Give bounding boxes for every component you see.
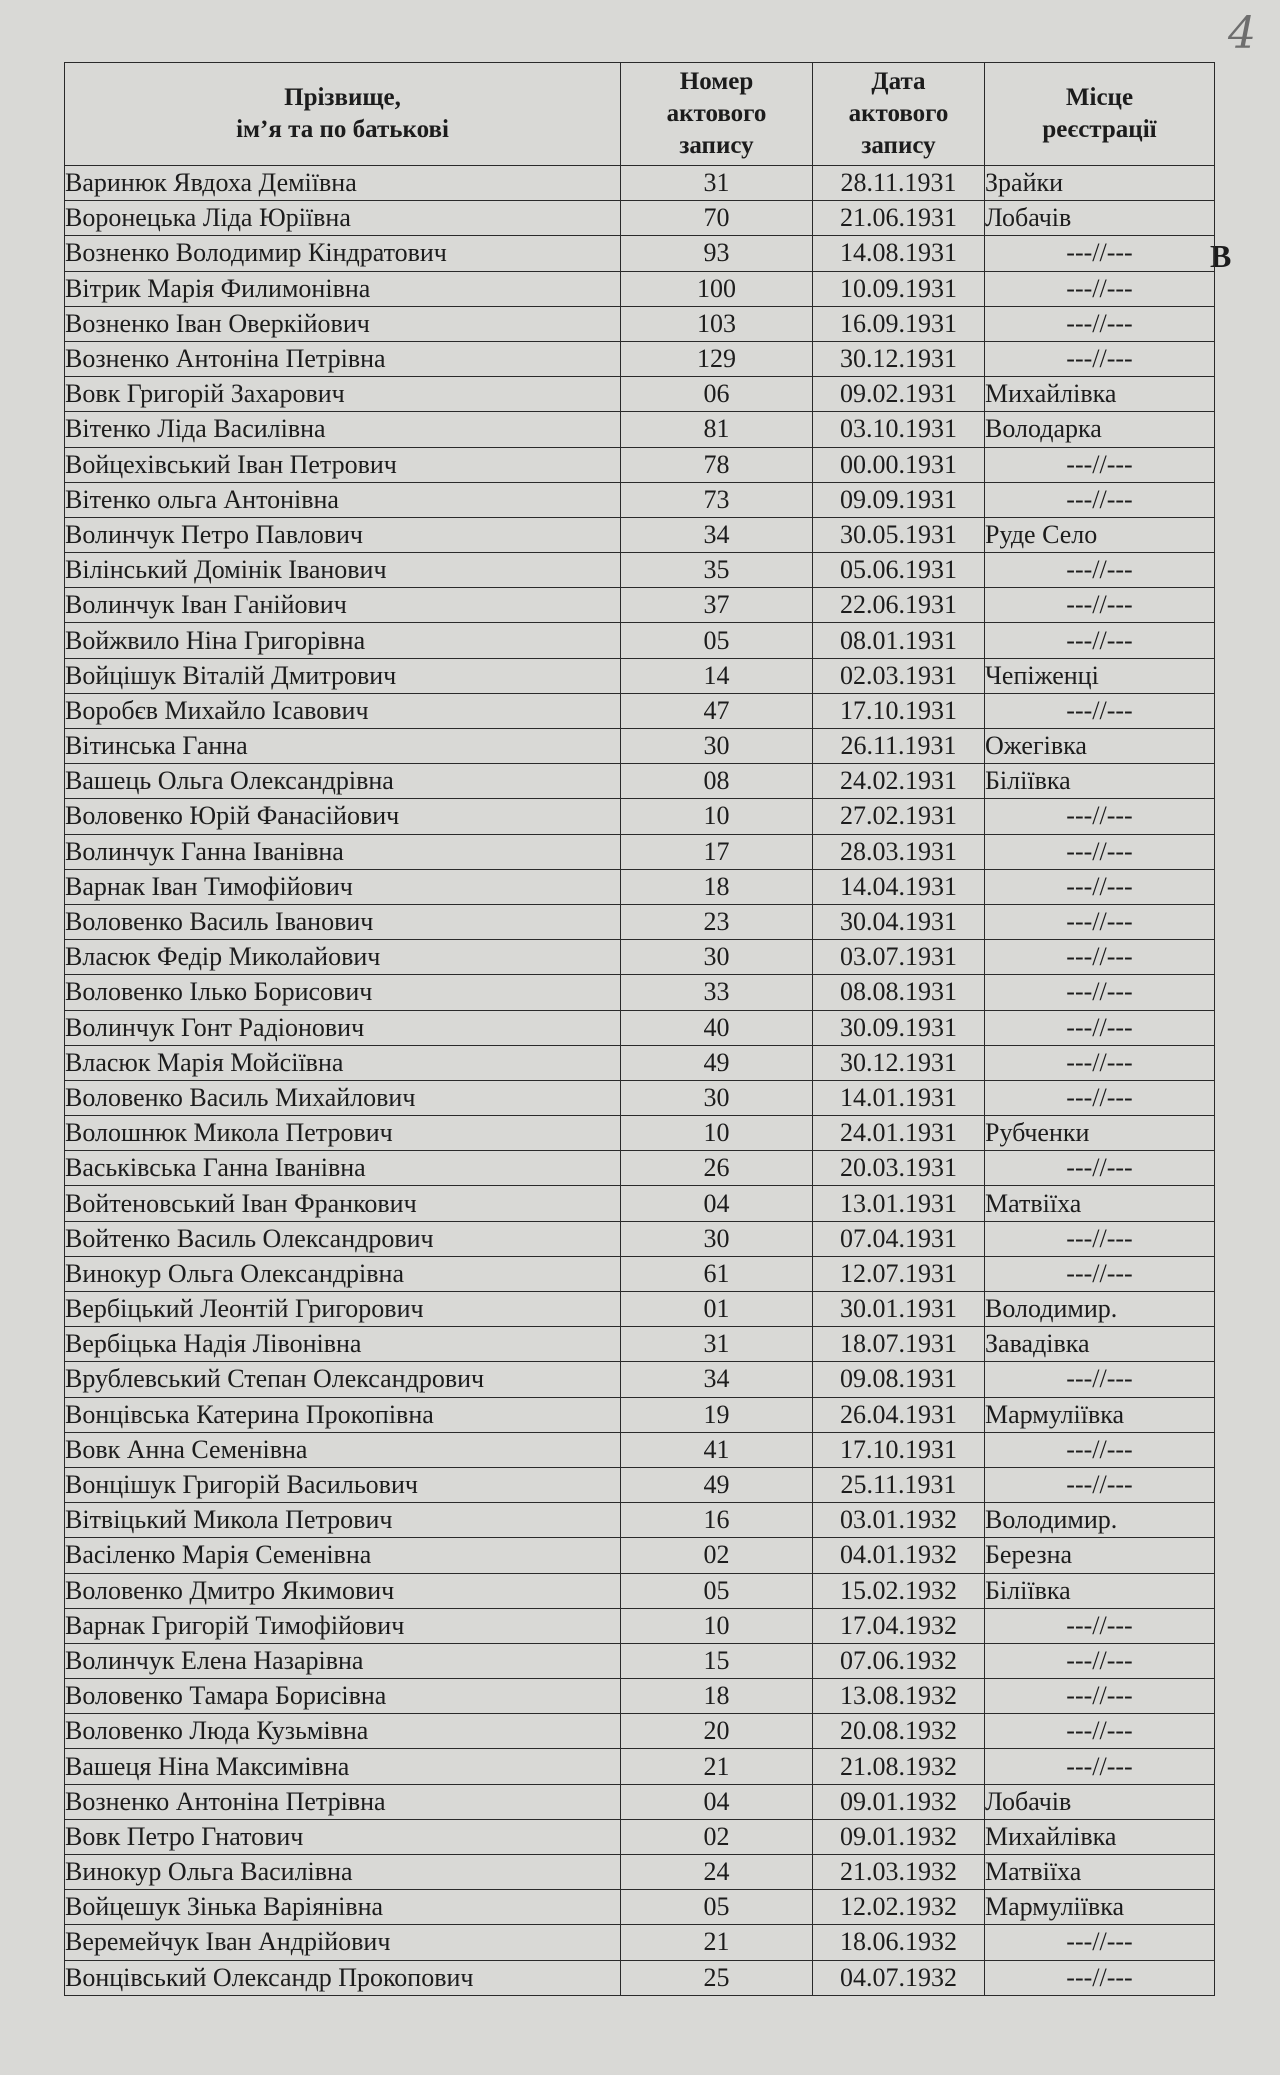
- name-cell: Вітрик Марія Филимонівна: [65, 271, 621, 306]
- name-cell: Вербіцька Надія Лівонівна: [65, 1327, 621, 1362]
- record-number-cell: 05: [621, 1890, 813, 1925]
- name-cell: Варинюк Явдоха Деміївна: [65, 166, 621, 201]
- table-row: [65, 1080, 1215, 1115]
- table-row: [65, 1714, 1215, 1749]
- table-row: [65, 729, 1215, 764]
- record-date-cell: 21.03.1932: [813, 1855, 985, 1890]
- record-date-cell: 04.01.1932: [813, 1538, 985, 1573]
- registration-place-cell: Біліївка: [985, 1573, 1215, 1608]
- record-number-cell: 02: [621, 1538, 813, 1573]
- record-number-cell: 47: [621, 693, 813, 728]
- table-row: [65, 764, 1215, 799]
- name-cell: Войжвило Ніна Григорівна: [65, 623, 621, 658]
- registration-place-cell: Рубченки: [985, 1116, 1215, 1151]
- record-date-cell: 17.10.1931: [813, 693, 985, 728]
- record-number-cell: 04: [621, 1186, 813, 1221]
- record-date-cell: 09.01.1932: [813, 1819, 985, 1854]
- registration-place-cell: Мармуліївка: [985, 1890, 1215, 1925]
- record-date-cell: 26.11.1931: [813, 729, 985, 764]
- table-row: [65, 693, 1215, 728]
- record-number-cell: 35: [621, 553, 813, 588]
- name-cell: Винокур Ольга Василівна: [65, 1855, 621, 1890]
- record-date-cell: 09.02.1931: [813, 377, 985, 412]
- name-cell: Вонцішук Григорій Васильович: [65, 1467, 621, 1502]
- registration-place-cell: ---//---: [985, 1045, 1215, 1080]
- table-row: [65, 834, 1215, 869]
- record-date-cell: 08.01.1931: [813, 623, 985, 658]
- record-date-cell: 03.07.1931: [813, 940, 985, 975]
- record-number-cell: 34: [621, 517, 813, 552]
- record-date-cell: 25.11.1931: [813, 1467, 985, 1502]
- record-number-cell: 31: [621, 166, 813, 201]
- record-date-cell: 13.01.1931: [813, 1186, 985, 1221]
- table-row: [65, 799, 1215, 834]
- registration-place-cell: Ожегівка: [985, 729, 1215, 764]
- table-row: [65, 1432, 1215, 1467]
- record-number-cell: 30: [621, 729, 813, 764]
- table-row: [65, 1608, 1215, 1643]
- name-cell: Войцехівський Іван Петрович: [65, 447, 621, 482]
- table-row: [65, 1855, 1215, 1890]
- record-number-cell: 31: [621, 1327, 813, 1362]
- registration-place-cell: Михайлівка: [985, 377, 1215, 412]
- name-cell: Воловенко Василь Іванович: [65, 904, 621, 939]
- name-cell: Вітенко ольга Антонівна: [65, 482, 621, 517]
- table-row: [65, 377, 1215, 412]
- registration-place-cell: Володарка: [985, 412, 1215, 447]
- record-date-cell: 04.07.1932: [813, 1960, 985, 1995]
- record-date-cell: 03.01.1932: [813, 1503, 985, 1538]
- record-number-cell: 01: [621, 1292, 813, 1327]
- table-row: [65, 623, 1215, 658]
- registration-place-cell: ---//---: [985, 1608, 1215, 1643]
- record-date-cell: 18.07.1931: [813, 1327, 985, 1362]
- record-date-cell: 12.07.1931: [813, 1256, 985, 1291]
- record-date-cell: 26.04.1931: [813, 1397, 985, 1432]
- record-date-cell: 15.02.1932: [813, 1573, 985, 1608]
- registration-place-cell: Руде Село: [985, 517, 1215, 552]
- record-date-cell: 30.12.1931: [813, 341, 985, 376]
- table-row: [65, 1256, 1215, 1291]
- table-row: [65, 236, 1215, 271]
- name-cell: Вовк Григорій Захарович: [65, 377, 621, 412]
- name-cell: Войтенко Василь Олександрович: [65, 1221, 621, 1256]
- name-cell: Веремейчук Іван Андрійович: [65, 1925, 621, 1960]
- name-cell: Войцішук Віталій Дмитрович: [65, 658, 621, 693]
- record-number-cell: 10: [621, 1608, 813, 1643]
- registration-place-cell: ---//---: [985, 482, 1215, 517]
- record-date-cell: 07.04.1931: [813, 1221, 985, 1256]
- record-date-cell: 17.10.1931: [813, 1432, 985, 1467]
- table-row: [65, 553, 1215, 588]
- record-date-cell: 10.09.1931: [813, 271, 985, 306]
- header-row: [65, 63, 1215, 166]
- registration-place-cell: ---//---: [985, 1256, 1215, 1291]
- registration-place-cell: Біліївка: [985, 764, 1215, 799]
- record-number-cell: 30: [621, 1221, 813, 1256]
- record-number-cell: 100: [621, 271, 813, 306]
- name-cell: Васіленко Марія Семенівна: [65, 1538, 621, 1573]
- name-cell: Варнак Григорій Тимофійович: [65, 1608, 621, 1643]
- name-cell: Вовк Анна Семенівна: [65, 1432, 621, 1467]
- name-cell: Волинчук Іван Ганійович: [65, 588, 621, 623]
- name-cell: Воробєв Михайло Ісавович: [65, 693, 621, 728]
- record-number-cell: 78: [621, 447, 813, 482]
- registration-place-cell: ---//---: [985, 588, 1215, 623]
- registration-place-cell: ---//---: [985, 904, 1215, 939]
- record-date-cell: 24.02.1931: [813, 764, 985, 799]
- registration-place-cell: ---//---: [985, 306, 1215, 341]
- name-cell: Винокур Ольга Олександрівна: [65, 1256, 621, 1291]
- name-cell: Вонцівська Катерина Прокопівна: [65, 1397, 621, 1432]
- record-date-cell: 02.03.1931: [813, 658, 985, 693]
- registration-place-cell: Матвіїха: [985, 1855, 1215, 1890]
- header-record-date: Дата актового запису: [813, 63, 985, 166]
- record-number-cell: 04: [621, 1784, 813, 1819]
- record-date-cell: 03.10.1931: [813, 412, 985, 447]
- record-date-cell: 00.00.1931: [813, 447, 985, 482]
- record-date-cell: 12.02.1932: [813, 1890, 985, 1925]
- registration-place-cell: ---//---: [985, 1151, 1215, 1186]
- index-letter: В: [1210, 238, 1232, 274]
- record-number-cell: 81: [621, 412, 813, 447]
- table-row: [65, 1327, 1215, 1362]
- table-row: [65, 1819, 1215, 1854]
- name-cell: Воронецька Ліда Юріївна: [65, 201, 621, 236]
- record-number-cell: 08: [621, 764, 813, 799]
- table-row: [65, 341, 1215, 376]
- record-number-cell: 37: [621, 588, 813, 623]
- registration-place-cell: ---//---: [985, 1432, 1215, 1467]
- name-cell: Воловенко Тамара Борисівна: [65, 1679, 621, 1714]
- table-row: [65, 1573, 1215, 1608]
- name-cell: Вілінський Домінік Іванович: [65, 553, 621, 588]
- registration-place-cell: Зрайки: [985, 166, 1215, 201]
- registry-table: [64, 62, 1215, 1996]
- table-header: [65, 63, 1215, 166]
- registration-place-cell: ---//---: [985, 1643, 1215, 1678]
- record-date-cell: 30.01.1931: [813, 1292, 985, 1327]
- record-date-cell: 14.08.1931: [813, 236, 985, 271]
- name-cell: Вашеця Ніна Максимівна: [65, 1749, 621, 1784]
- table-row: [65, 1397, 1215, 1432]
- table-row: [65, 1925, 1215, 1960]
- name-cell: Вонцівський Олександр Прокопович: [65, 1960, 621, 1995]
- table-row: [65, 1010, 1215, 1045]
- record-number-cell: 16: [621, 1503, 813, 1538]
- table-row: [65, 1362, 1215, 1397]
- registration-place-cell: Володимир.: [985, 1292, 1215, 1327]
- record-date-cell: 09.01.1932: [813, 1784, 985, 1819]
- registration-place-cell: ---//---: [985, 799, 1215, 834]
- name-cell: Возненко Антоніна Петрівна: [65, 341, 621, 376]
- record-number-cell: 34: [621, 1362, 813, 1397]
- record-number-cell: 49: [621, 1045, 813, 1080]
- record-number-cell: 06: [621, 377, 813, 412]
- registration-place-cell: ---//---: [985, 1925, 1215, 1960]
- record-number-cell: 21: [621, 1925, 813, 1960]
- table-row: [65, 904, 1215, 939]
- record-date-cell: 14.01.1931: [813, 1080, 985, 1115]
- registration-place-cell: ---//---: [985, 1080, 1215, 1115]
- name-cell: Власюк Марія Мойсіївна: [65, 1045, 621, 1080]
- record-date-cell: 18.06.1932: [813, 1925, 985, 1960]
- record-date-cell: 30.09.1931: [813, 1010, 985, 1045]
- table-row: [65, 1960, 1215, 1995]
- table-row: [65, 517, 1215, 552]
- registration-place-cell: ---//---: [985, 1362, 1215, 1397]
- table-row: [65, 1503, 1215, 1538]
- record-date-cell: 09.09.1931: [813, 482, 985, 517]
- name-cell: Войцешук Зінька Варіянівна: [65, 1890, 621, 1925]
- table-row: [65, 869, 1215, 904]
- record-number-cell: 73: [621, 482, 813, 517]
- registration-place-cell: ---//---: [985, 447, 1215, 482]
- table-row: [65, 1467, 1215, 1502]
- table-row: [65, 412, 1215, 447]
- table-row: [65, 1186, 1215, 1221]
- page-number-mark: 4: [1228, 8, 1256, 59]
- table-row: [65, 940, 1215, 975]
- name-cell: Вітенко Ліда Василівна: [65, 412, 621, 447]
- record-date-cell: 24.01.1931: [813, 1116, 985, 1151]
- record-number-cell: 61: [621, 1256, 813, 1291]
- name-cell: Возненко Володимир Кіндратович: [65, 236, 621, 271]
- registration-place-cell: ---//---: [985, 1714, 1215, 1749]
- record-number-cell: 23: [621, 904, 813, 939]
- record-date-cell: 09.08.1931: [813, 1362, 985, 1397]
- header-registration-place: Місце реєстрації: [985, 63, 1215, 166]
- record-number-cell: 41: [621, 1432, 813, 1467]
- record-number-cell: 05: [621, 1573, 813, 1608]
- record-number-cell: 40: [621, 1010, 813, 1045]
- registration-place-cell: ---//---: [985, 623, 1215, 658]
- registration-place-cell: Мармуліївка: [985, 1397, 1215, 1432]
- table-row: [65, 447, 1215, 482]
- table-row: [65, 271, 1215, 306]
- name-cell: Варнак Іван Тимофійович: [65, 869, 621, 904]
- name-cell: Васьківська Ганна Іванівна: [65, 1151, 621, 1186]
- record-number-cell: 49: [621, 1467, 813, 1502]
- record-date-cell: 30.05.1931: [813, 517, 985, 552]
- record-number-cell: 05: [621, 623, 813, 658]
- name-cell: Возненко Антоніна Петрівна: [65, 1784, 621, 1819]
- record-date-cell: 21.06.1931: [813, 201, 985, 236]
- record-number-cell: 33: [621, 975, 813, 1010]
- name-cell: Воловенко Ілько Борисович: [65, 975, 621, 1010]
- table-row: [65, 306, 1215, 341]
- registration-place-cell: ---//---: [985, 553, 1215, 588]
- record-number-cell: 18: [621, 1679, 813, 1714]
- record-number-cell: 21: [621, 1749, 813, 1784]
- record-number-cell: 18: [621, 869, 813, 904]
- name-cell: Войтеновський Іван Франкович: [65, 1186, 621, 1221]
- registration-place-cell: ---//---: [985, 236, 1215, 271]
- registration-place-cell: ---//---: [985, 975, 1215, 1010]
- name-cell: Воловенко Люда Кузьмівна: [65, 1714, 621, 1749]
- record-date-cell: 28.03.1931: [813, 834, 985, 869]
- name-cell: Вербіцький Леонтій Григорович: [65, 1292, 621, 1327]
- record-date-cell: 16.09.1931: [813, 306, 985, 341]
- record-number-cell: 103: [621, 306, 813, 341]
- record-number-cell: 17: [621, 834, 813, 869]
- table-row: [65, 1643, 1215, 1678]
- table-row: [65, 975, 1215, 1010]
- registration-place-cell: ---//---: [985, 1221, 1215, 1256]
- record-date-cell: 08.08.1931: [813, 975, 985, 1010]
- registration-place-cell: ---//---: [985, 1749, 1215, 1784]
- header-record-number: Номер актового запису: [621, 63, 813, 166]
- table-row: [65, 1221, 1215, 1256]
- header-name: Прізвище, ім’я та по батькові: [65, 63, 621, 166]
- name-cell: Волинчук Гонт Радіонович: [65, 1010, 621, 1045]
- name-cell: Волинчук Елена Назарівна: [65, 1643, 621, 1678]
- record-number-cell: 129: [621, 341, 813, 376]
- record-number-cell: 19: [621, 1397, 813, 1432]
- record-number-cell: 15: [621, 1643, 813, 1678]
- registration-place-cell: Березна: [985, 1538, 1215, 1573]
- record-date-cell: 14.04.1931: [813, 869, 985, 904]
- registration-place-cell: Михайлівка: [985, 1819, 1215, 1854]
- registration-place-cell: ---//---: [985, 1960, 1215, 1995]
- name-cell: Воловенко Дмитро Якимович: [65, 1573, 621, 1608]
- name-cell: Врублевський Степан Олександрович: [65, 1362, 621, 1397]
- table-row: [65, 1749, 1215, 1784]
- registration-place-cell: Володимир.: [985, 1503, 1215, 1538]
- table-row: [65, 166, 1215, 201]
- name-cell: Волошнюк Микола Петрович: [65, 1116, 621, 1151]
- table-row: [65, 201, 1215, 236]
- record-date-cell: 17.04.1932: [813, 1608, 985, 1643]
- record-date-cell: 20.08.1932: [813, 1714, 985, 1749]
- registration-place-cell: ---//---: [985, 271, 1215, 306]
- registration-place-cell: Чепіженці: [985, 658, 1215, 693]
- table-row: [65, 1538, 1215, 1573]
- table-row: [65, 1151, 1215, 1186]
- name-cell: Вітинська Ганна: [65, 729, 621, 764]
- registration-place-cell: ---//---: [985, 1679, 1215, 1714]
- record-number-cell: 25: [621, 1960, 813, 1995]
- name-cell: Волинчук Петро Павлович: [65, 517, 621, 552]
- record-number-cell: 02: [621, 1819, 813, 1854]
- registration-place-cell: Матвіїха: [985, 1186, 1215, 1221]
- record-date-cell: 13.08.1932: [813, 1679, 985, 1714]
- name-cell: Вашець Ольга Олександрівна: [65, 764, 621, 799]
- name-cell: Волинчук Ганна Іванівна: [65, 834, 621, 869]
- table-row: [65, 658, 1215, 693]
- record-number-cell: 10: [621, 799, 813, 834]
- registration-place-cell: ---//---: [985, 940, 1215, 975]
- table-row: [65, 1045, 1215, 1080]
- table-body: [65, 166, 1215, 1996]
- registration-place-cell: Лобачів: [985, 1784, 1215, 1819]
- record-date-cell: 21.08.1932: [813, 1749, 985, 1784]
- record-date-cell: 28.11.1931: [813, 166, 985, 201]
- record-date-cell: 07.06.1932: [813, 1643, 985, 1678]
- registration-place-cell: ---//---: [985, 341, 1215, 376]
- table-row: [65, 1292, 1215, 1327]
- record-number-cell: 93: [621, 236, 813, 271]
- name-cell: Власюк Федір Миколайович: [65, 940, 621, 975]
- table-row: [65, 1890, 1215, 1925]
- record-number-cell: 30: [621, 940, 813, 975]
- record-number-cell: 14: [621, 658, 813, 693]
- record-date-cell: 22.06.1931: [813, 588, 985, 623]
- table-row: [65, 482, 1215, 517]
- record-date-cell: 05.06.1931: [813, 553, 985, 588]
- table-row: [65, 1784, 1215, 1819]
- name-cell: Возненко Іван Оверкійович: [65, 306, 621, 341]
- record-number-cell: 24: [621, 1855, 813, 1890]
- name-cell: Воловенко Василь Михайлович: [65, 1080, 621, 1115]
- record-number-cell: 26: [621, 1151, 813, 1186]
- record-date-cell: 30.04.1931: [813, 904, 985, 939]
- name-cell: Вовк Петро Гнатович: [65, 1819, 621, 1854]
- record-date-cell: 27.02.1931: [813, 799, 985, 834]
- record-number-cell: 70: [621, 201, 813, 236]
- table-row: [65, 1679, 1215, 1714]
- registration-place-cell: ---//---: [985, 869, 1215, 904]
- record-number-cell: 10: [621, 1116, 813, 1151]
- record-date-cell: 30.12.1931: [813, 1045, 985, 1080]
- name-cell: Воловенко Юрій Фанасійович: [65, 799, 621, 834]
- registration-place-cell: ---//---: [985, 693, 1215, 728]
- registration-place-cell: ---//---: [985, 1467, 1215, 1502]
- record-date-cell: 20.03.1931: [813, 1151, 985, 1186]
- table-row: [65, 1116, 1215, 1151]
- record-number-cell: 30: [621, 1080, 813, 1115]
- name-cell: Вітвіцький Микола Петрович: [65, 1503, 621, 1538]
- registration-place-cell: ---//---: [985, 834, 1215, 869]
- record-number-cell: 20: [621, 1714, 813, 1749]
- registration-place-cell: Лобачів: [985, 201, 1215, 236]
- registration-place-cell: ---//---: [985, 1010, 1215, 1045]
- registration-place-cell: Завадівка: [985, 1327, 1215, 1362]
- table-row: [65, 588, 1215, 623]
